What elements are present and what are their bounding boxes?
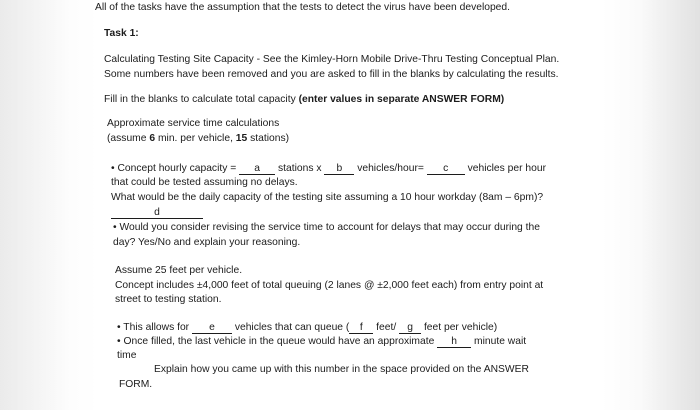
allows-line	[117, 321, 497, 334]
page-shadow-left	[0, 0, 70, 410]
page-shadow-right	[640, 0, 700, 410]
allows-mid-1: vehicles that can queue (	[231, 322, 350, 333]
concept-post: vehicles per hour	[464, 163, 547, 174]
daily-answer-line	[111, 206, 203, 219]
bullet: •	[117, 322, 121, 333]
allows-post: feet per vehicle)	[421, 322, 498, 333]
once-line	[117, 335, 526, 348]
blank-f: f	[349, 322, 373, 334]
bullet: •	[111, 163, 115, 174]
concept-pre: Concept hourly capacity =	[117, 163, 240, 174]
task-heading: Task 1:	[104, 28, 139, 39]
revise-line-1	[113, 221, 540, 234]
concept-mid-1: stations x	[275, 163, 325, 174]
allows-pre: This allows for	[123, 322, 192, 333]
once-pre: Once filled, the last vehicle in the queue would have an approximate	[123, 336, 438, 347]
blank-g: g	[399, 322, 421, 334]
concept-capacity-line	[111, 162, 546, 175]
approx-line-1: Approximate service time calculations	[107, 118, 280, 129]
revise-line-2: day? Yes/No and explain your reasoning.	[113, 237, 301, 248]
queue-line-2: street to testing station.	[115, 294, 222, 305]
daily-question: What would be the daily capacity of the testing site assuming a 10 hour workday (8am – 6pm)?	[111, 192, 544, 203]
approx-pre: (assume	[107, 133, 150, 144]
approx-six: 6	[149, 133, 156, 144]
calc-line-1: Calculating Testing Site Capacity - See the Kimley-Horn Mobile Drive-Thru Testing Conceptual Plan.	[104, 54, 560, 65]
queue-line-1: Concept includes ±4,000 feet of total queuing (2 lanes @ ±2,000 feet each) from entry point at	[115, 280, 544, 291]
blank-e: e	[192, 322, 232, 334]
intro-text: All of the tasks have the assumption that the tests to detect the virus have been developed.	[95, 2, 510, 13]
blank-b: b	[324, 163, 354, 175]
calc-line-2: Some numbers have been removed and you are asked to fill in the blanks by calculating the results.	[104, 69, 559, 80]
fill-bold-text: (enter values in separate ANSWER FORM)	[298, 94, 505, 105]
blank-a: a	[239, 163, 275, 175]
revise-text-1: Would you consider revising the service time to account for delays that may occur during the	[119, 222, 540, 233]
explain-line: Explain how you came up with this number in the space provided on the ANSWER	[154, 364, 529, 375]
blank-d: d	[111, 207, 203, 219]
approx-post: stations)	[247, 133, 290, 144]
fill-instruction	[104, 93, 504, 106]
time-word: time	[117, 350, 137, 361]
approx-fifteen: 15	[235, 133, 248, 144]
once-post: minute wait	[471, 336, 527, 347]
concept-line-2: that could be tested assuming no delays.	[111, 177, 298, 188]
allows-mid-2: feet/	[373, 322, 400, 333]
bullet: •	[117, 336, 121, 347]
concept-mid-2: vehicles/hour=	[354, 163, 427, 174]
blank-c: c	[427, 163, 465, 175]
assume-line: Assume 25 feet per vehicle.	[115, 265, 243, 276]
bullet: •	[113, 222, 117, 233]
form-word: FORM.	[119, 379, 153, 390]
approx-mid: min. per vehicle,	[155, 133, 236, 144]
approx-line-2	[107, 132, 289, 145]
blank-h: h	[437, 336, 471, 348]
fill-text: Fill in the blanks to calculate total capacity	[104, 94, 299, 105]
